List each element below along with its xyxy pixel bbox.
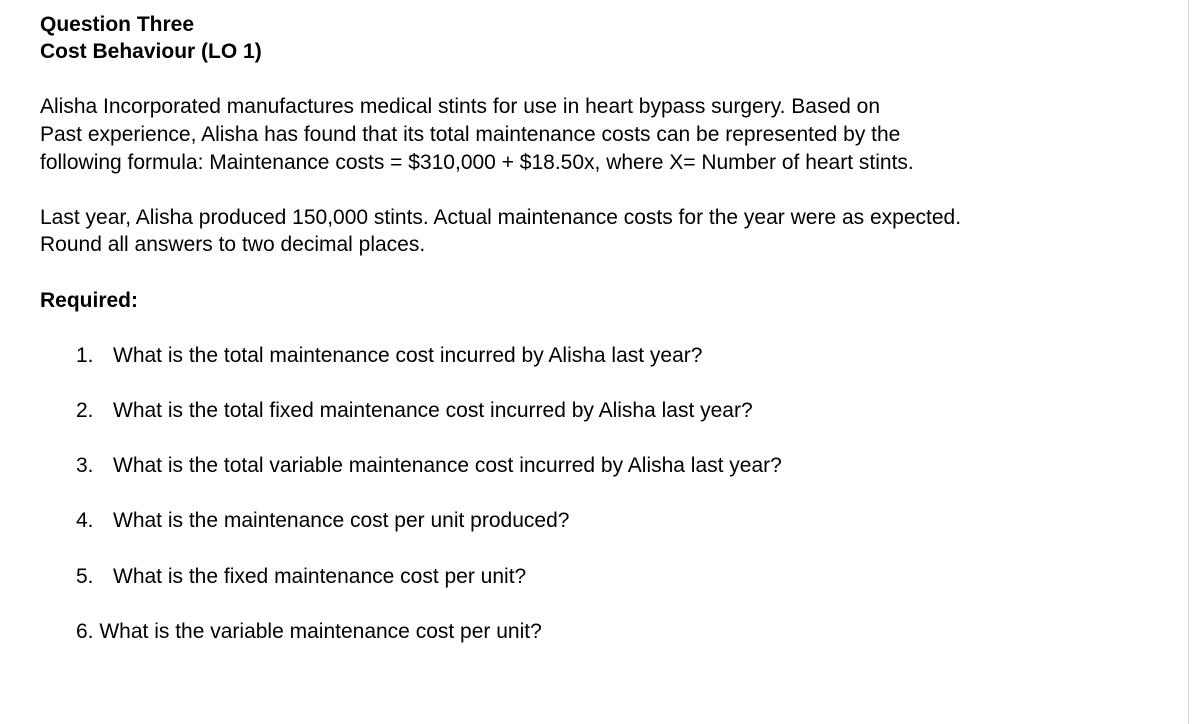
question-number: 4. xyxy=(76,509,94,532)
page-edge-divider xyxy=(1188,0,1189,724)
question-item xyxy=(76,507,569,535)
question-item xyxy=(76,618,542,646)
paragraph-line: Alisha Incorporated manufactures medical stints for use in heart bypass surgery. Based on xyxy=(40,95,881,118)
paragraph-line: Past experience, Alisha has found that its total maintenance costs can be represented by the xyxy=(40,123,901,146)
question-item xyxy=(76,452,782,480)
question-number: 2. xyxy=(76,399,94,422)
question-number: 1. xyxy=(76,344,94,367)
question-text: What is the total variable maintenance cost incurred by Alisha last year? xyxy=(113,454,782,477)
required-label: Required: xyxy=(40,289,139,312)
question-text: What is the fixed maintenance cost per unit? xyxy=(113,565,527,588)
paragraph-line: Last year, Alisha produced 150,000 stints. Actual maintenance costs for the year were as expected. xyxy=(40,206,962,229)
question-number: 5. xyxy=(76,565,94,588)
question-item xyxy=(76,563,526,591)
question-text: What is the maintenance cost per unit produced? xyxy=(113,509,570,532)
question-text: What is the variable maintenance cost per unit? xyxy=(99,620,542,643)
question-item xyxy=(76,397,753,425)
paragraph-line: Round all answers to two decimal places. xyxy=(40,233,426,256)
question-item xyxy=(76,342,702,370)
paragraph-line: following formula: Maintenance costs = $310,000 + $18.50x, where X= Number of heart stints. xyxy=(40,151,914,174)
question-number: 3. xyxy=(76,454,94,477)
question-text: What is the total fixed maintenance cost incurred by Alisha last year? xyxy=(113,399,753,422)
question-subtitle: Cost Behaviour (LO 1) xyxy=(40,40,262,63)
question-number: 6. xyxy=(76,620,94,643)
question-title: Question Three xyxy=(40,13,195,36)
question-text: What is the total maintenance cost incurred by Alisha last year? xyxy=(113,344,703,367)
